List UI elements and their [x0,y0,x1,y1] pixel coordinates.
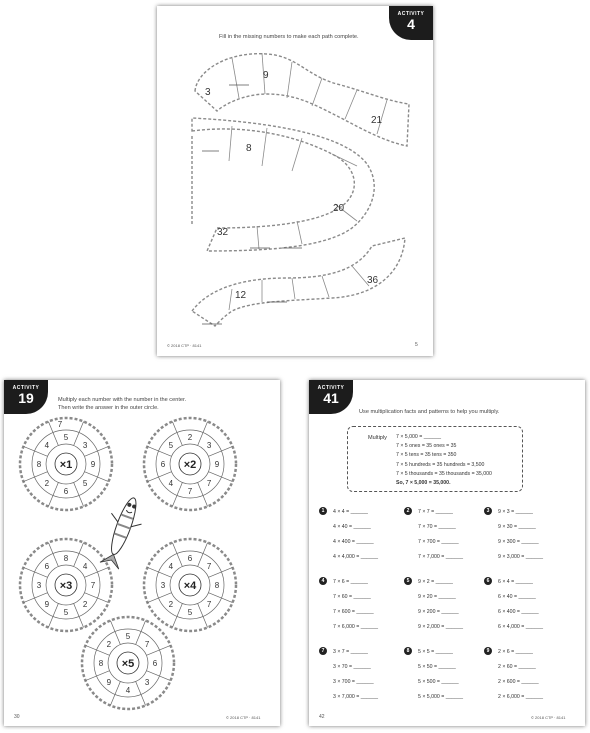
wheel-number: 4 [168,479,174,489]
activity-badge-label: ACTIVITY [317,385,345,391]
problem-number-badge: 1 [319,507,327,515]
wheel-number: 8 [98,659,104,668]
page-footer: © 2018 CTP · 8141 [226,715,261,720]
problem-row[interactable]: 7 × 6,000 = ______ [333,624,379,630]
instruction-line: Multiply each number with the number in the center. [58,397,187,403]
problem-number-badge: 2 [404,507,412,515]
problem-row[interactable]: 9 × 200 = ______ [418,609,459,615]
wheel-number: 5 [82,479,88,489]
wheel-number: 4 [82,561,88,571]
wheel-number: 7 [187,487,193,496]
wheel-number: 9 [106,678,112,688]
activity-badge-label: ACTIVITY [397,11,425,17]
example-line: 7 × 5 hundreds = 35 hundreds = 3,500 [396,461,485,468]
problem-row[interactable]: 6 × 4 = ______ [498,579,533,585]
wheel-center-multiplier: ×4 [183,580,197,592]
path-number: 36 [367,275,379,286]
problem-set [404,508,484,576]
wheel-number: 3 [206,440,212,450]
problem-row[interactable]: 7 × 6 = ______ [333,579,368,585]
problem-set [484,578,564,646]
wheel-number: 6 [187,554,193,563]
path-number: 12 [235,290,247,301]
problem-row[interactable]: 5 × 5 = ______ [418,649,453,655]
wheel-number: 3 [144,678,150,688]
wheel-number: 7 [206,479,212,489]
activity-badge [309,380,353,414]
problem-row[interactable]: 2 × 6,000 = ______ [498,694,544,700]
example-box [347,426,523,492]
wheel-center-multiplier: ×1 [59,459,73,471]
problem-row[interactable]: 4 × 400 = ______ [333,539,374,545]
problem-number-badge: 3 [484,507,492,515]
problem-row[interactable]: 6 × 4,000 = ______ [498,624,544,630]
problem-row[interactable]: 3 × 7 = ______ [333,649,368,655]
problem-number-badge: 4 [319,577,327,585]
wheel-number: 8 [63,554,69,563]
path-number: 8 [246,143,252,154]
instruction-text: Use multiplication facts and patterns to help you multiply. [359,409,500,415]
problem-number-badge: 5 [404,577,412,585]
example-steps [396,433,492,488]
wheel-number: 7 [90,581,96,590]
problem-row[interactable]: 2 × 600 = ______ [498,679,539,685]
page-number: 42 [319,714,325,720]
wheel-number: 5 [63,433,69,442]
problem-row[interactable]: 5 × 5,000 = ______ [418,694,464,700]
wheel-number: 6 [63,487,69,496]
wheel-center-multiplier: ×3 [59,580,73,592]
path-number: 21 [371,115,383,126]
problem-number-badge: 7 [319,647,327,655]
page-footer: © 2018 CTP · 8141 [167,343,202,348]
wheel-number: 4 [125,686,131,695]
example-line: 7 × 5 tens = 35 tens = 350 [396,452,457,459]
example-line: 7 × 5 ones = 35 ones = 35 [396,443,457,450]
example-label: Multiply [368,435,387,441]
activity-badge-number: 4 [407,16,415,32]
wheel-center-multiplier: ×5 [121,658,135,670]
wheel-number: 6 [160,460,166,469]
wheel-number: 6 [44,561,50,571]
problem-set [404,648,484,716]
number-paths [157,6,433,356]
wheel-number: 2 [187,433,193,442]
wheel-number: 2 [106,639,112,649]
wheel-center-multiplier: ×2 [183,459,197,471]
problem-row[interactable]: 5 × 50 = ______ [418,664,456,670]
wheel-number: 9 [90,460,96,469]
problem-row[interactable]: 5 × 500 = ______ [418,679,459,685]
wheel-number: 9 [44,600,50,610]
path-number: 32 [217,227,229,238]
wheel-number: 2 [44,479,50,489]
worksheet-page-activity-4 [157,6,433,356]
wheel-number: 9 [214,460,220,469]
wheel-number: 3 [36,581,42,590]
problem-row[interactable]: 9 × 3 = ______ [498,509,533,515]
wheel-number: 2 [82,600,88,610]
problem-row[interactable]: 3 × 70 = ______ [333,664,371,670]
path-number: 20 [333,203,345,214]
wheel-number: 7 [206,600,212,610]
problem-number-badge: 9 [484,647,492,655]
problem-row[interactable]: 9 × 2,000 = ______ [418,624,464,630]
wheel-number: 3 [82,440,88,450]
problem-row[interactable]: 3 × 700 = ______ [333,679,374,685]
problem-number-badge: 6 [484,577,492,585]
wheel-number: 5 [63,608,69,617]
problem-row[interactable]: 4 × 4 = ______ [333,509,368,515]
example-line: 7 × 5 thousands = 35 thousands = 35,000 [396,470,492,477]
page-number: 30 [14,714,20,720]
fish-mascot-icon [4,380,280,726]
worksheet-page-activity-19 [4,380,280,726]
problem-number-badge: 8 [404,647,412,655]
problem-row[interactable]: 3 × 7,000 = ______ [333,694,379,700]
wheel-example-answer: 7 [57,420,63,429]
wheel-number: 4 [168,561,174,571]
page-number: 5 [415,342,418,348]
wheel-number: 7 [206,561,212,571]
problem-row[interactable]: 9 × 300 = ______ [498,539,539,545]
problem-row[interactable]: 7 × 7,000 = ______ [418,554,464,560]
problem-set [404,578,484,646]
instruction-line: Then write the answer in the outer circle. [58,405,159,411]
wheel-number: 5 [125,632,131,641]
problem-row[interactable]: 7 × 70 = ______ [418,524,456,530]
example-line: So, 7 × 5,000 = 35,000. [396,480,451,487]
problem-row[interactable]: 9 × 2 = ______ [418,579,453,585]
problem-row[interactable]: 4 × 4,000 = ______ [333,554,379,560]
example-line: 7 × 5,000 = ______ [396,434,442,440]
wheel-number: 4 [44,440,50,450]
wheel-number: 2 [168,600,174,610]
worksheet-page-activity-41 [309,380,585,726]
problem-set [319,578,399,646]
problem-set [319,648,399,716]
wheel-number: 5 [168,440,174,450]
activity-badge-number: 19 [18,390,34,406]
wheel-number: 8 [214,581,220,590]
problem-row[interactable]: 2 × 6 = ______ [498,649,533,655]
problem-row[interactable]: 7 × 600 = ______ [333,609,374,615]
path-number: 9 [263,70,269,81]
problem-row[interactable]: 9 × 30 = ______ [498,524,536,530]
problem-row[interactable]: 2 × 60 = ______ [498,664,536,670]
problem-set [484,648,564,716]
problem-row[interactable]: 7 × 60 = ______ [333,594,371,600]
wheel-number: 6 [152,659,158,668]
problem-row[interactable]: 9 × 20 = ______ [418,594,456,600]
activity-badge-number: 41 [323,390,339,406]
wheel-number: 8 [36,460,42,469]
activity-badge-label: ACTIVITY [12,385,40,391]
wheel-number: 7 [144,639,150,649]
problem-set [319,508,399,576]
problem-row[interactable]: 9 × 3,000 = ______ [498,554,544,560]
page-footer: © 2018 CTP · 8141 [531,715,566,720]
problem-row[interactable]: 6 × 400 = ______ [498,609,539,615]
instruction-text: Fill in the missing numbers to make each path complete. [219,34,359,40]
problem-row[interactable]: 7 × 700 = ______ [418,539,459,545]
problem-set [484,508,564,576]
wheel-number: 3 [160,581,166,590]
wheel-number: 5 [187,608,193,617]
problem-row[interactable]: 7 × 7 = ______ [418,509,453,515]
path-number: 3 [205,87,211,98]
problem-row[interactable]: 6 × 40 = ______ [498,594,536,600]
problem-row[interactable]: 4 × 40 = ______ [333,524,371,530]
